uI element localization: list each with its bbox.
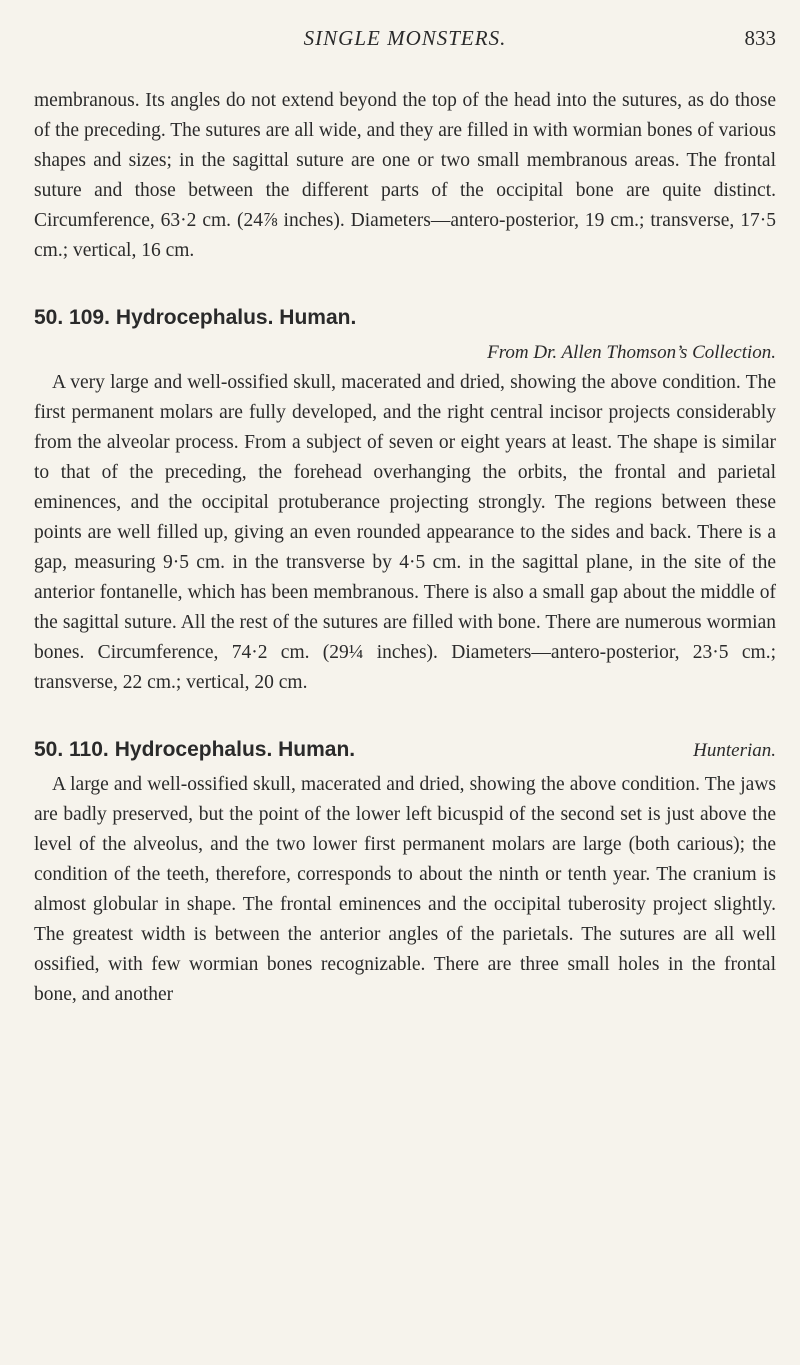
running-title: SINGLE MONSTERS. bbox=[303, 26, 507, 50]
entry-title: Hydrocephalus. Human. bbox=[115, 306, 357, 329]
entry-title: Hydrocephalus. Human. bbox=[114, 738, 356, 761]
page-number: 833 bbox=[744, 26, 776, 50]
book-page bbox=[34, 14, 776, 1010]
entry-heading bbox=[34, 738, 776, 770]
running-head bbox=[34, 14, 776, 58]
entry-heading bbox=[34, 306, 776, 338]
entry-text: A very large and well-ossified skull, macerated and dried, showing the above condition. The first permanent molars are fully developed, and the right central incisor projects considerably from the alveolar process. From a subject of seven or eight years at least. The shape is similar to that of the preceding, the forehead overhanging the orbits, the frontal and parietal eminences, and the occipital protuberance projecting strongly. The regions between these points are well filled up, giving an even rounded appearance to the sides and back. There is a gap, measuring 9·5 cm. in the transverse by 4·5 cm. in the sagittal plane, in the site of the anterior fontanelle, which has been membranous. There is also a small gap about the middle of the sagittal suture. All the rest of the sutures are filled with bone. There are numerous wormian bones. Circumference, 74·2 cm. (29¼ inches). Diameters—antero-posterior, 23·5 cm.; transverse, 22 cm.; vertical, 20 cm. bbox=[34, 372, 776, 693]
entry-number: 50. 109. bbox=[34, 306, 110, 329]
entry-source: From Dr. Allen Thomson’s Collection. bbox=[487, 342, 776, 363]
entry-source: Hunterian. bbox=[693, 740, 776, 761]
entry-text: A large and well-ossified skull, macerated and dried, showing the above condition. The jaws are badly preserved, but the point of the lower left bicuspid of the second set is just above the level of the alveolus, and the two lower first permanent molars are large (both carious); the condition of the teeth, therefore, corresponds to about the ninth or tenth year. The cranium is almost globular in shape. The frontal eminences and the occipital tuberosity project slightly. The greatest width is between the anterior angles of the parietals. The sutures are all well ossified, with few wormian bones recognizable. There are three small holes in the frontal bone, and another bbox=[34, 774, 776, 1005]
entry-number: 50. 110. bbox=[34, 738, 109, 761]
opening-paragraph: membranous. Its angles do not extend beyond the top of the head into the sutures, as do those of the preceding. The sutures are all wide, and they are filled in with wormian bones of various shapes and sizes; in the sagittal suture are one or two small membranous areas. The frontal suture and those between the different parts of the occipital bone are quite distinct. Circumference, 63·2 cm. (24⅞ inches). Diameters—antero-posterior, 19 cm.; transverse, 17·5 cm.; vertical, 16 cm. bbox=[34, 90, 776, 261]
